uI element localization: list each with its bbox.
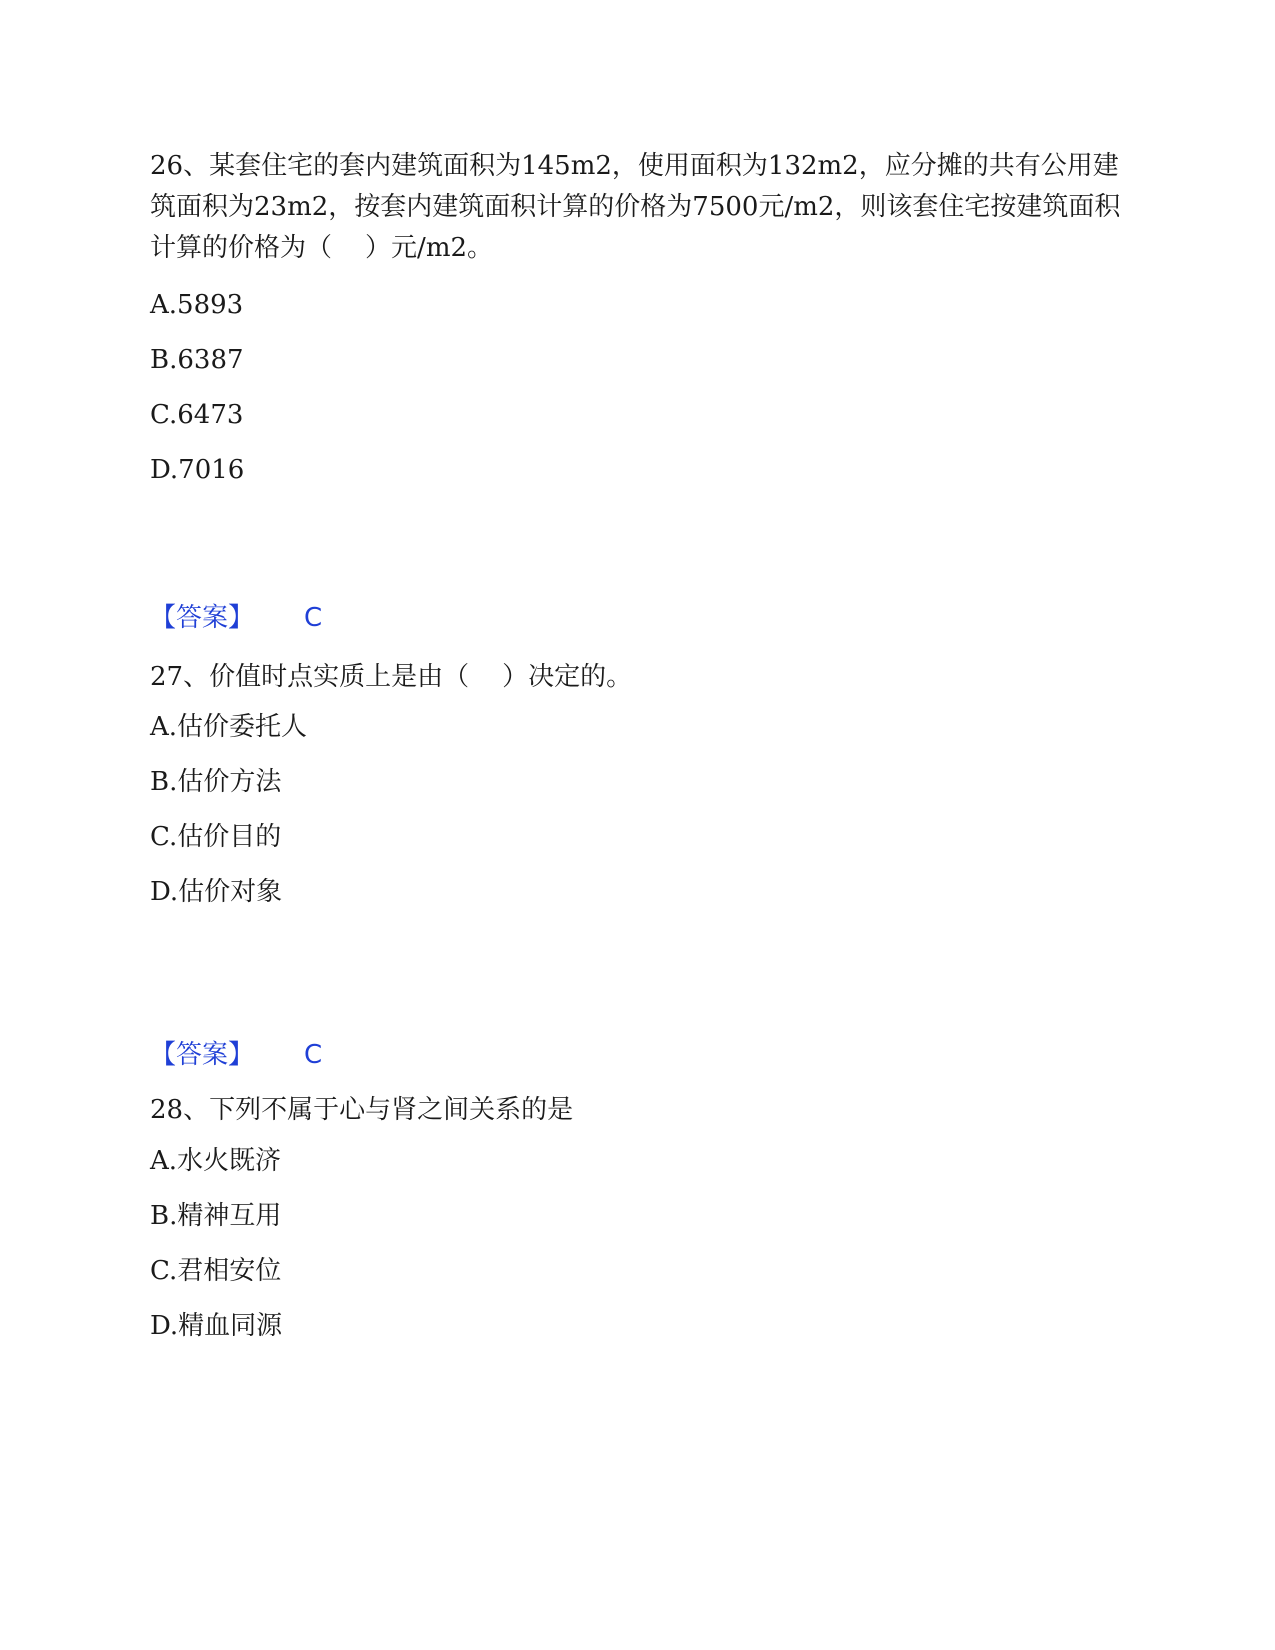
question-27-text: 27、价值时点实质上是由（ ）决定的。 [150, 662, 633, 692]
answer-value: C [304, 603, 323, 633]
question-27-option-d: D.估价对象 [150, 877, 283, 907]
answer-value: C [304, 1040, 323, 1070]
question-28-option-d: D.精血同源 [150, 1311, 283, 1341]
question-27-option-a: A.估价委托人 [150, 712, 308, 742]
question-28-option-b: B.精神互用 [150, 1201, 282, 1231]
question-26-text: 26、某套住宅的套内建筑面积为145m2，使用面积为132m2，应分摊的共有公用建筑面积为23m2，按套内建筑面积计算的价格为7500元/m2，则该套住宅按建筑面积计算的价格为（ ）元/m2。 [150, 151, 1121, 263]
question-27-option-b: B.估价方法 [150, 767, 282, 797]
question-26-option-b: B.6387 [150, 345, 244, 375]
question-26-option-a: A.5893 [150, 290, 244, 320]
answer-label: 【答案】 [150, 603, 255, 633]
question-26-option-d: D.7016 [150, 455, 245, 485]
question-26-answer [150, 603, 322, 633]
question-27-option-c: C.估价目的 [150, 822, 282, 852]
question-27-answer [150, 1040, 322, 1070]
question-26-option-c: C.6473 [150, 400, 244, 430]
question-28-option-c: C.君相安位 [150, 1256, 282, 1286]
question-28-text: 28、下列不属于心与肾之间关系的是 [150, 1095, 574, 1125]
answer-label: 【答案】 [150, 1040, 255, 1070]
question-28-option-a: A.水火既济 [150, 1146, 282, 1176]
